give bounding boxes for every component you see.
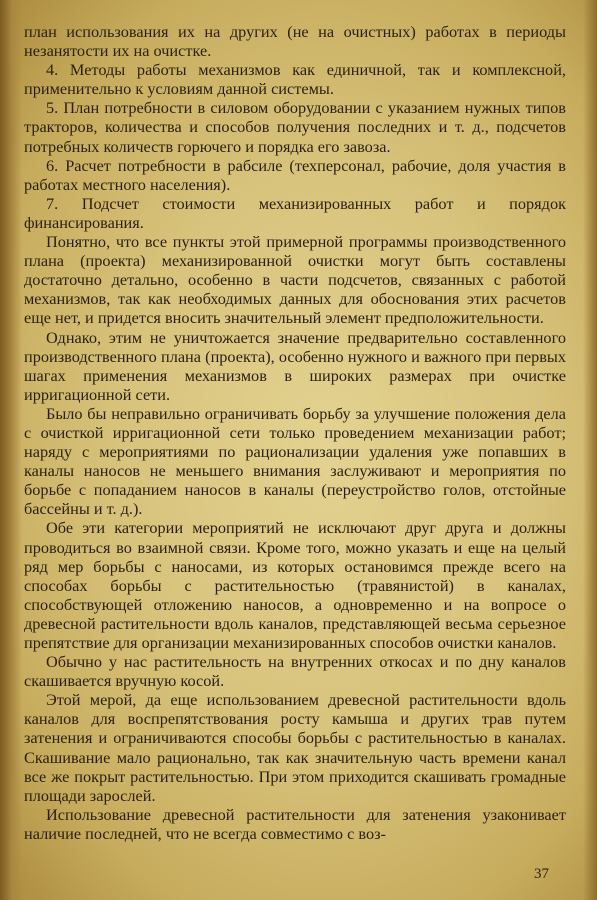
paragraph-item-4: 4. Методы работы механизмов как единичной, так и комплексной, применительно к условиям данной системы. [24,60,566,99]
paragraph-this-measure: Этой мерой, да еще использованием древесной растительности вдоль каналов для воспрепятствования росту камыша и других трав путем затенения и ограничиваются способы борьбы с растительностью в каналах. Скашивание мало рационально, так как значительную часть времени канал все же покрыт растительностью. При этом приходится скашивать громадные площади зарослей. [24,690,566,805]
paragraph-usually: Обычно у нас растительность на внутренних откосах и по дну каналов скашивается вручную косой. [24,652,566,691]
body-text [24,22,566,843]
paragraph-however: Однако, этим не уничтожается значение предварительно составленного производственного плана (проекта), особенно нужного и важного при первых шагах применения механизмов в широких размерах при очистке ирригационной сети. [24,327,566,404]
paragraph-use-of-trees: Использование древесной растительности для затенения узаконивает наличие последней, что не всегда совместимо с воз- [24,804,566,843]
paragraph-plan-continuation: план использования их на других (не на очистных) работах в периоды незанятости их на очистке. [24,22,566,61]
paragraph-both-categories: Обе эти категории мероприятий не исключают друг друга и должны проводиться во взаимной связи. Кроме того, можно указать и еще на целый ряд мер борьбы с наносами, из которых остановимся прежде всего на способах борьбы с растительностью (травянистой) в каналах, способствующей отложению наносов, а одновременно и на вопросе о древесной растительности вдоль каналов, представляющей весьма серьезное препятствие для организации механизированных способов очистки каналов. [24,518,566,652]
page-number: 37 [534,866,549,882]
paragraph-item-6: 6. Расчет потребности в рабсиле (техперсонал, рабочие, доля участия в работах местного населения). [24,155,566,194]
paragraph-wrong-to-limit: Было бы неправильно ограничивать борьбу за улучшение положения дела с очисткой ирригационной сети только проведением механизации работ; наряду с мероприятиями по рационализации удаления уже попавших в каналы наносов не меньшего внимания заслуживают и мероприятия по борьбе с попаданием наносов в каналы (переустройство голов, отстойные бассейны и т. д.). [24,403,566,519]
paragraph-understandably: Понятно, что все пункты этой примерной программы производственного плана (проекта) механизированной очистки могут быть составлены достаточно детально, особенно в части подсчетов, связанных с работой механизмов, так как необходимых данных для обоснования этих расчетов еще нет, и придется вносить значительный элемент предположительности. [24,232,566,328]
paragraph-item-7: 7. Подсчет стоимости механизированных работ и порядок финансирования. [24,193,566,232]
paragraph-item-5: 5. План потребности в силовом оборудовании с указанием нужных типов тракторов, количества и способов получения последних и т. д., подсчетов потребных количеств горючего и порядка его завоза. [24,98,566,156]
